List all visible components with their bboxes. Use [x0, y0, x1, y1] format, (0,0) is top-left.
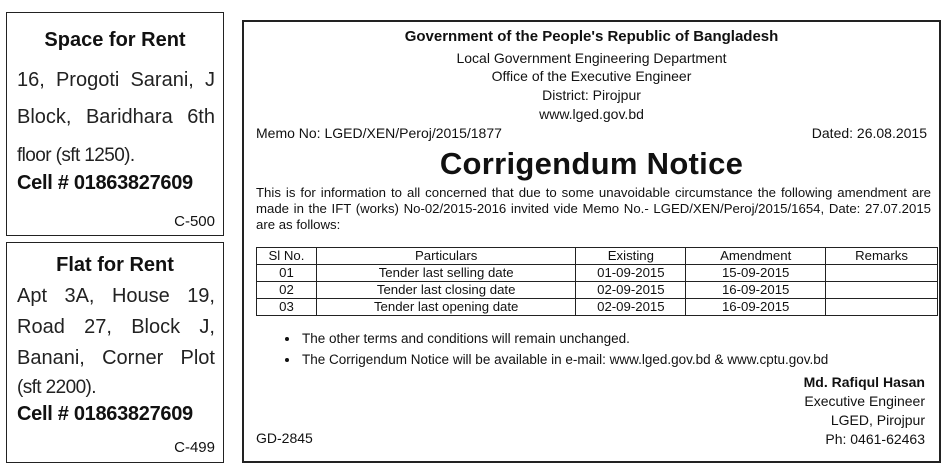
table-header-row — [257, 248, 938, 265]
ad-title: Flat for Rent — [56, 254, 174, 276]
signatory-office: LGED, Pirojpur — [830, 412, 925, 428]
table-cell: 16-09-2015 — [686, 299, 826, 316]
table-cell — [826, 299, 938, 316]
table-cell: Tender last closing date — [316, 282, 576, 299]
table-cell: 01-09-2015 — [576, 265, 686, 282]
ad-code: C-500 — [174, 213, 215, 230]
table-row — [257, 265, 938, 282]
header-website: www.lged.gov.bd — [539, 106, 644, 122]
signatory-phone: Ph: 0461-62463 — [825, 431, 925, 447]
table-cell: 15-09-2015 — [686, 265, 826, 282]
ad-word: Road — [17, 316, 65, 338]
ad-word: 19, — [187, 285, 215, 307]
ad-cell-number: Cell # 01863827609 — [17, 403, 193, 425]
corrigendum-notice — [242, 20, 941, 463]
ad-word: Plot — [180, 347, 215, 369]
ad-code: C-499 — [174, 439, 215, 456]
ad-size-line — [17, 145, 215, 167]
ad-word: Block — [131, 316, 181, 338]
ad-word: Sarani, — [130, 69, 194, 91]
table-row — [257, 282, 938, 299]
table-cell: Tender last selling date — [316, 265, 576, 282]
ad-cell-number: Cell # 01863827609 — [17, 172, 193, 194]
notice-body: This is for information to all concerned that due to some unavoidable circumstance the following amendment are made in the IFT (works) No-02/2015-2016 invited vide Memo No.- LGED/XEN/Peroj/2015/1654, Date: 27.07.2015 are as follows: — [256, 185, 931, 232]
ad-word: Apt — [17, 285, 48, 307]
column-header: Remarks — [826, 248, 938, 265]
table-cell: 02-09-2015 — [576, 282, 686, 299]
bullet-item: • The Corrigendum Notice will be available in e-mail: www.lged.gov.bd & www.cptu.gov.bd — [300, 349, 828, 370]
table-cell — [826, 265, 938, 282]
ad-word: Progoti — [55, 69, 120, 91]
ad-size-line — [17, 377, 215, 399]
ad-word: floor (sft 1250). — [17, 145, 135, 166]
header-district: District: Pirojpur — [542, 87, 641, 103]
notice-code: GD-2845 — [256, 430, 313, 446]
ad-word: J — [204, 69, 215, 91]
notice-date: Dated: 26.08.2015 — [811, 125, 927, 141]
ad-word: 6th — [187, 106, 215, 128]
ad-word: 16, — [17, 69, 45, 91]
table-cell — [826, 282, 938, 299]
column-header: Amendment — [686, 248, 826, 265]
signatory-name: Md. Rafiqul Hasan — [803, 374, 925, 390]
ad-word: Banani, — [17, 347, 85, 369]
column-header: Existing — [576, 248, 686, 265]
ad-address-line — [17, 316, 215, 339]
table-cell: 16-09-2015 — [686, 282, 826, 299]
table-row — [257, 299, 938, 316]
table-cell: 02-09-2015 — [576, 299, 686, 316]
ad-title: Space for Rent — [44, 29, 186, 51]
signatory-designation: Executive Engineer — [804, 393, 925, 409]
rent-ad-flat — [6, 242, 224, 463]
table-cell: Tender last opening date — [316, 299, 576, 316]
table-cell: 02 — [257, 282, 317, 299]
table-cell: 01 — [257, 265, 317, 282]
notice-title: Corrigendum Notice — [439, 146, 744, 181]
column-header: Sl No. — [257, 248, 317, 265]
ad-word: House — [111, 285, 170, 307]
ad-address-line — [17, 285, 215, 308]
header-department: Local Government Engineering Department — [456, 50, 727, 66]
bullet-item: • The other terms and conditions will remain unchanged. — [300, 328, 828, 349]
header-government: Government of the People's Republic of Bangladesh — [404, 28, 779, 45]
ad-word: 27, — [84, 316, 112, 338]
ad-address-line — [17, 106, 215, 129]
ad-address-line — [17, 347, 215, 370]
ad-address-line — [17, 69, 215, 92]
ad-word: J, — [199, 316, 215, 338]
header-office: Office of the Executive Engineer — [491, 68, 692, 84]
table-cell: 03 — [257, 299, 317, 316]
column-header: Particulars — [316, 248, 576, 265]
memo-number: Memo No: LGED/XEN/Peroj/2015/1877 — [256, 125, 502, 141]
ad-word: Block, — [17, 106, 72, 128]
ad-word: 3A, — [64, 285, 95, 307]
notice-bullets — [252, 328, 828, 370]
amendment-table — [256, 247, 938, 316]
ad-word: Corner — [102, 347, 164, 369]
rent-ad-space — [6, 12, 224, 236]
ad-word: (sft 2200). — [17, 377, 96, 398]
ad-word: Baridhara — [85, 106, 173, 128]
